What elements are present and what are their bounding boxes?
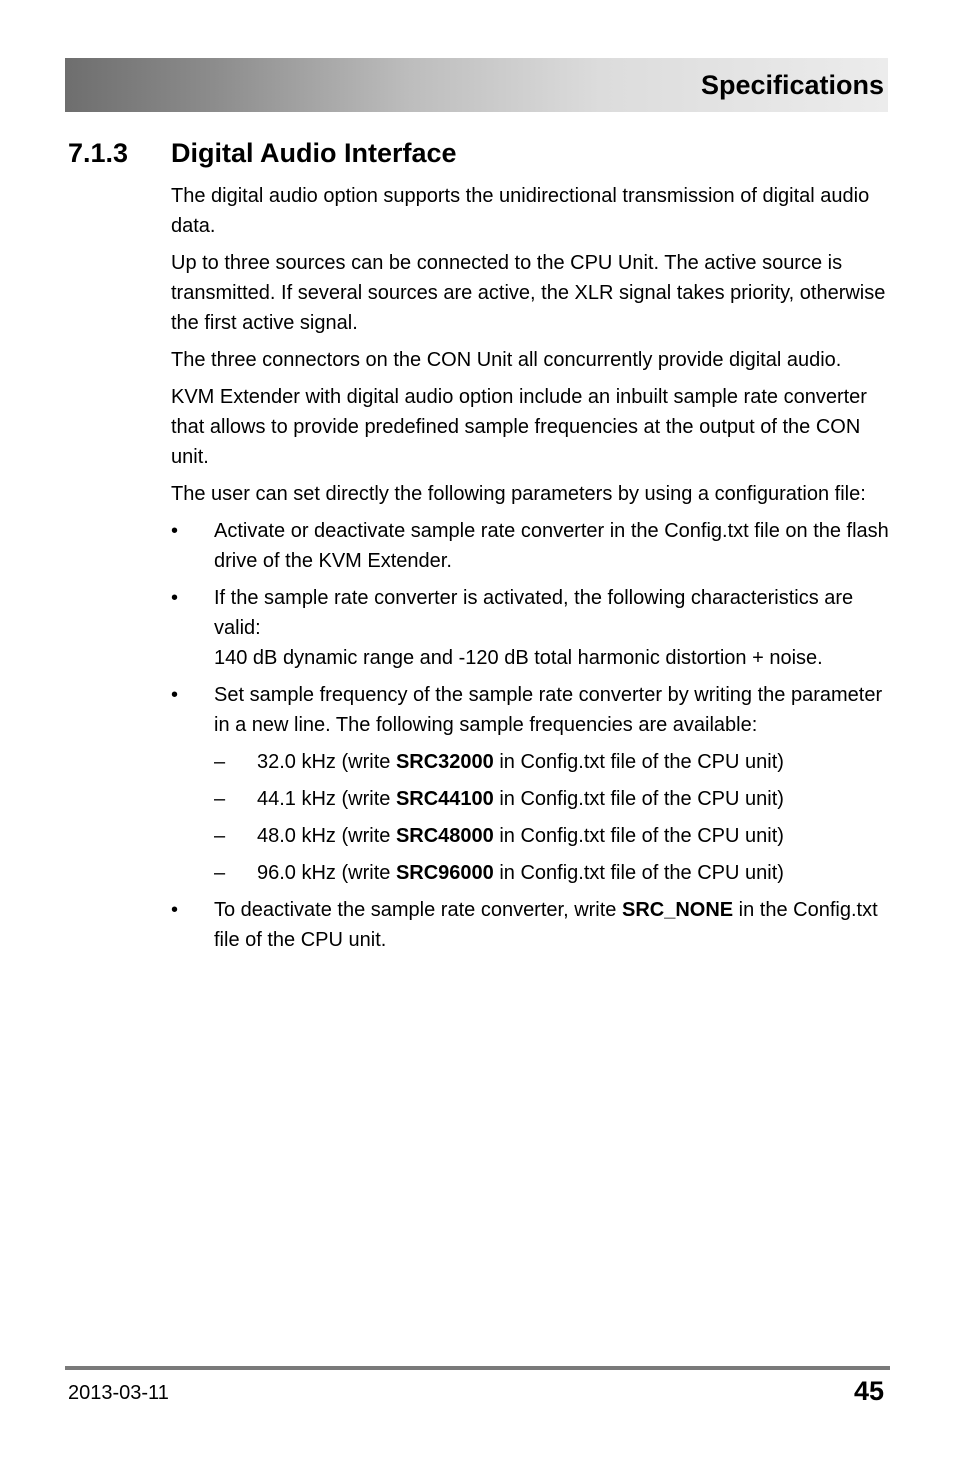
list-item [171,583,889,673]
paragraph: Up to three sources can be connected to the CPU Unit. The active source is transmitted. If several sources are active, the XLR signal takes priority, otherwise the first active signal. [171,252,886,334]
list-item-text: If the sample rate converter is activated, the following characteristics are valid: [214,587,854,639]
bullet-icon: • [171,684,179,706]
frequency-text: 48.0 kHz (write [257,825,396,847]
list-item [171,895,889,955]
frequency-text: in Config.txt file of the CPU unit) [493,788,784,810]
parameter-code: SRC44100 [395,788,494,810]
page-number: 45 [853,1376,884,1406]
list-item-text: in the Config.txt file of the CPU unit. [214,899,878,951]
list-item [171,680,889,888]
frequency-text: 96.0 kHz (write [257,862,396,884]
paragraph: KVM Extender with digital audio option include an inbuilt sample rate converter that allows to provide predefined sample frequencies at the output of the CON unit. [171,386,867,468]
parameter-list [171,516,889,955]
section-title: Digital Audio Interface [171,138,457,168]
dash-icon: – [214,862,226,884]
list-item [171,516,889,576]
section-number: 7.1.3 [68,138,129,168]
frequency-text: in Config.txt file of the CPU unit) [493,825,784,847]
frequency-list [214,747,889,888]
paragraph: The three connectors on the CON Unit all concurrently provide digital audio. [171,349,842,371]
dash-icon: – [214,825,226,847]
section-heading [68,137,457,169]
bullet-icon: • [171,587,179,609]
body-content [171,181,889,962]
frequency-item [214,784,889,814]
header-bar [65,58,888,112]
parameter-code: SRC_NONE [621,899,734,921]
frequency-text: 32.0 kHz (write [257,751,396,773]
frequency-item [214,821,889,851]
list-item-text: Activate or deactivate sample rate converter in the Config.txt file on the flash drive of the KVM Extender. [214,520,889,572]
dash-icon: – [214,788,226,810]
frequency-text: in Config.txt file of the CPU unit) [493,862,784,884]
paragraph: The user can set directly the following parameters by using a configuration file: [171,483,866,505]
frequency-text: 44.1 kHz (write [257,788,396,810]
dash-icon: – [214,751,226,773]
footer-divider [65,1366,890,1370]
bullet-icon: • [171,520,179,542]
parameter-code: SRC96000 [395,862,494,884]
header-title: Specifications [700,70,884,100]
frequency-item [214,747,889,777]
frequency-text: in Config.txt file of the CPU unit) [493,751,784,773]
list-item-text: Set sample frequency of the sample rate converter by writing the parameter in a new line. The following sample frequencies are available: [214,684,883,736]
parameter-code: SRC32000 [395,751,494,773]
list-item-text: To deactivate the sample rate converter, write [214,899,622,921]
bullet-icon: • [171,899,179,921]
paragraph: The digital audio option supports the unidirectional transmission of digital audio data. [171,185,870,237]
frequency-item [214,858,889,888]
parameter-code: SRC48000 [395,825,494,847]
list-item-text: 140 dB dynamic range and -120 dB total harmonic distortion + noise. [214,647,823,669]
footer-date: 2013-03-11 [68,1382,169,1404]
